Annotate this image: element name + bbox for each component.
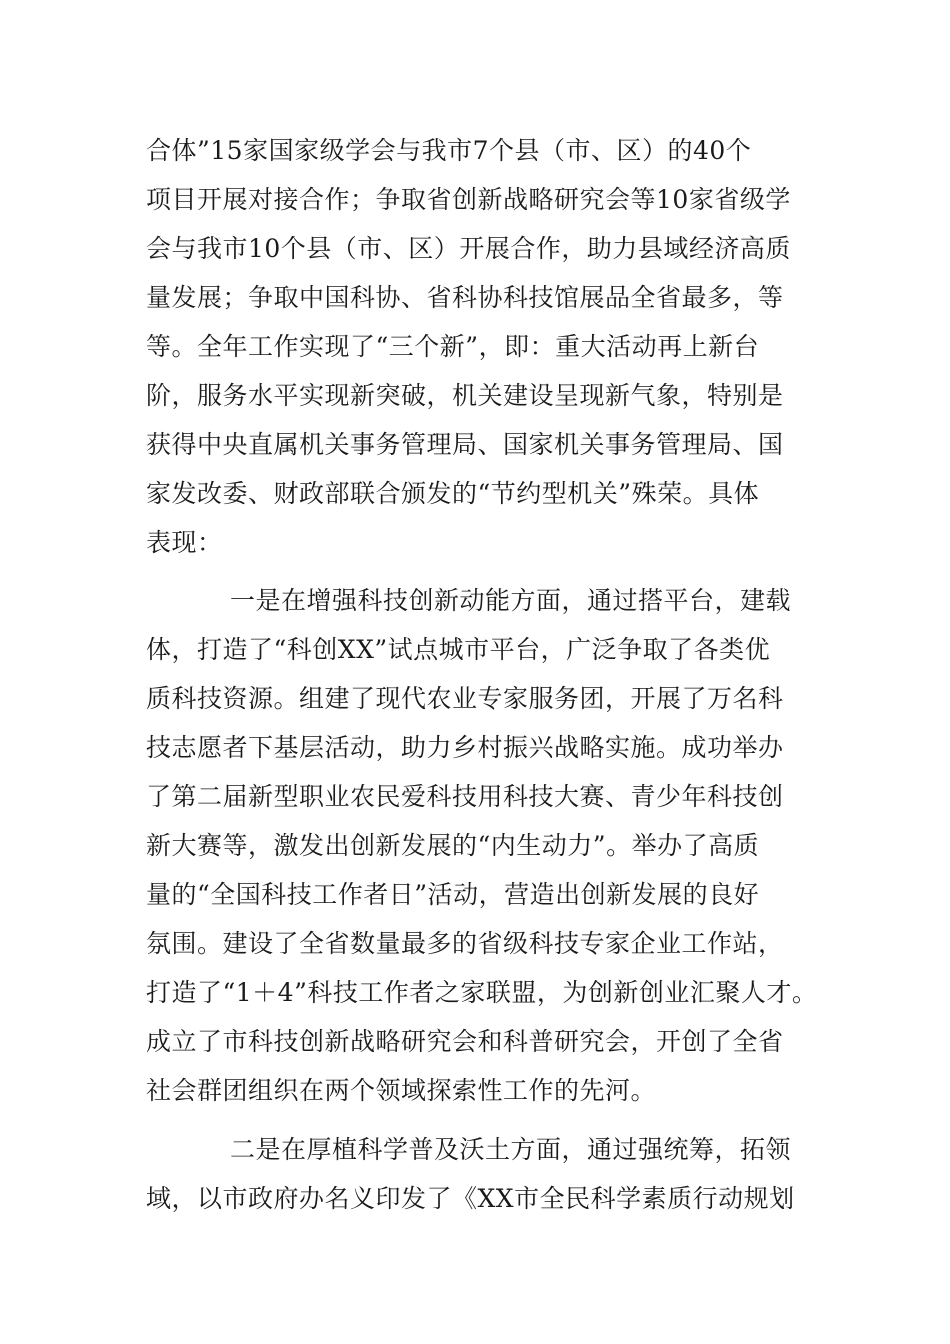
text-line: 社会群团组织在两个领域探索性工作的先河。	[146, 1076, 657, 1105]
text-line: 获得中央直属机关事务管理局、国家机关事务管理局、国	[146, 430, 784, 459]
text-line: 量的“全国科技工作者日”活动，营造出创新发展的良好	[146, 880, 760, 909]
paragraph-innovation	[146, 576, 846, 1115]
text-line: 技志愿者下基层活动，助力乡村振兴战略实施。成功举办	[146, 733, 784, 762]
text-line: 成立了市科技创新战略研究会和科普研究会，开创了全省	[146, 1027, 784, 1056]
text-line: 项目开展对接合作；争取省创新战略研究会等10家省级学	[146, 185, 791, 214]
text-line: 域，以市政府办名义印发了《XX市全民科学素质行动规划	[146, 1184, 795, 1213]
text-line: 表现：	[146, 528, 223, 557]
text-line: 体，打造了“科创XX”试点城市平台，广泛争取了各类优	[146, 635, 771, 664]
text-line: 阶，服务水平实现新突破，机关建设呈现新气象，特别是	[146, 381, 784, 410]
text-line: 一是在增强科技创新动能方面，通过搭平台，建载	[230, 586, 792, 615]
text-line: 会与我市10个县（市、区）开展合作，助力县域经济高质	[146, 234, 791, 263]
text-line: 等。全年工作实现了“三个新”，即：重大活动再上新台	[146, 332, 760, 361]
text-line: 家发改委、财政部联合颁发的“节约型机关”殊荣。具体	[146, 479, 760, 508]
text-line: 新大赛等，激发出创新发展的“内生动力”。举办了高质	[146, 831, 760, 860]
text-line: 二是在厚植科学普及沃土方面，通过强统筹，拓领	[230, 1135, 792, 1164]
text-line: 了第二届新型职业农民爱科技用科技大赛、青少年科技创	[146, 782, 784, 811]
paragraph-science-popularization	[146, 1125, 846, 1223]
text-line: 量发展；争取中国科协、省科协科技馆展品全省最多，等	[146, 283, 784, 312]
paragraph-continuation	[146, 126, 846, 567]
text-line: 打造了“1＋4”科技工作者之家联盟，为创新创业汇聚人才。	[146, 978, 818, 1007]
text-line: 氛围。建设了全省数量最多的省级科技专家企业工作站，	[146, 929, 784, 958]
text-line: 合体”15家国家级学会与我市7个县（市、区）的40个	[146, 136, 752, 165]
text-line: 质科技资源。组建了现代农业专家服务团，开展了万名科	[146, 684, 784, 713]
